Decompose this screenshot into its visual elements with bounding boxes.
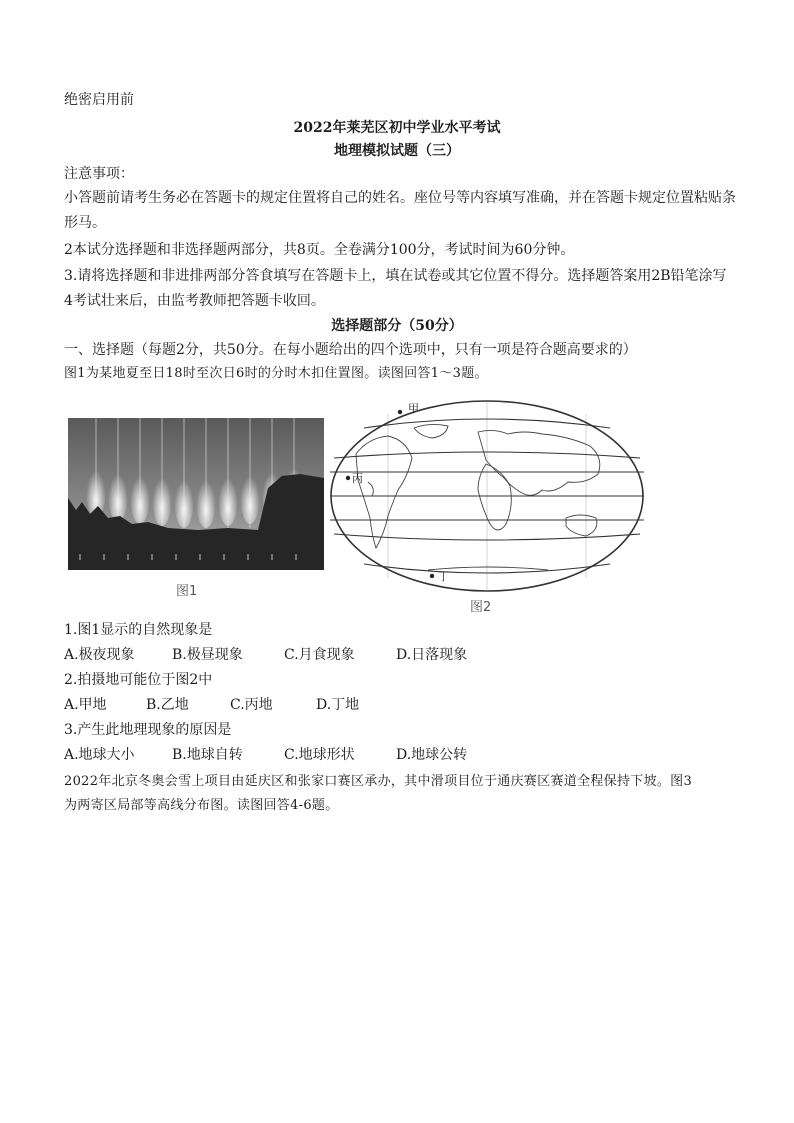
- q2-option-a: A.甲地: [64, 697, 107, 713]
- question-1-options: [64, 645, 467, 665]
- section-instruction: 一、选择题（每题2分，共50分。在每小题给出的四个选项中，只有一项是符合题高要求的）: [64, 342, 637, 358]
- notes-line-1: 小答题前请考生务必在答题卡的规定住置将自己的姓名。座位号等内容填写准确，并在答题卡规定位置粘贴条: [64, 190, 736, 206]
- question-2: 2.拍摄地可能位于图2中: [64, 672, 213, 688]
- q2-option-c: C.丙地: [230, 697, 273, 713]
- intro-2-line-1: 2022年北京冬奥会雪上项目由延庆区和张家口赛区承办，其中滑项目位于通庆赛区赛道全程保持下坡。图3: [64, 774, 693, 789]
- exam-subtitle: 地理模拟试题（三）: [334, 143, 460, 159]
- figure-intro: 图1为某地夏至日18时至次日6时的分时木扣住置图。读图回答1～3题。: [64, 366, 488, 381]
- secret-label: 绝密启用前: [64, 92, 134, 108]
- map-label-ding: 丁: [438, 570, 449, 583]
- question-1: 1.图1显示的自然现象是: [64, 622, 213, 638]
- q1-option-b: B.极昼现象: [172, 647, 243, 663]
- question-3: 3.产生此地理现象的原因是: [64, 722, 232, 738]
- question-3-options: [64, 745, 467, 765]
- map-label-bing: 丙: [352, 472, 363, 485]
- q3-option-d: D.地球公转: [396, 747, 468, 763]
- intro-2-line-2: 为两寄区局部等高线分布图。读图回答4-6题。: [64, 798, 339, 813]
- q3-option-a: A.地球大小: [64, 747, 135, 763]
- q3-option-c: C.地球形状: [284, 747, 355, 763]
- q1-option-d: D.日落现象: [396, 647, 468, 663]
- figure-2-world-map: [328, 398, 646, 594]
- q2-option-b: B.乙地: [146, 697, 189, 713]
- section-title: 选择题部分（50分）: [331, 318, 463, 334]
- notes-line-1b: 形马。: [64, 215, 106, 231]
- map-label-jia: 甲: [408, 402, 419, 415]
- notes-line-4: 4考试壮来后，由监考教师把答题卡收回。: [64, 293, 325, 309]
- q1-option-a: A.极夜现象: [64, 647, 135, 663]
- figure-1-photo: [68, 418, 324, 570]
- q3-option-b: B.地球自转: [172, 747, 243, 763]
- exam-title: 2022年莱芜区初中学业水平考试: [293, 120, 501, 136]
- question-2-options: [64, 695, 359, 715]
- q2-option-d: D.丁地: [316, 697, 360, 713]
- figure-2-caption: 图2: [470, 600, 492, 615]
- q1-option-c: C.月食现象: [284, 647, 355, 663]
- notes-line-3: 3.请将选择题和非进排两部分答食填写在答题卡上，填在试卷或其它位置不得分。选择题答案用2B铅笔涂写: [64, 268, 727, 284]
- notes-heading: 注意事项：: [64, 166, 134, 182]
- figure-1-caption: 图1: [176, 584, 198, 599]
- notes-line-2: 2本试分选择题和非选择题两部分，共8页。全卷满分100分，考试时间为60分钟。: [64, 242, 575, 258]
